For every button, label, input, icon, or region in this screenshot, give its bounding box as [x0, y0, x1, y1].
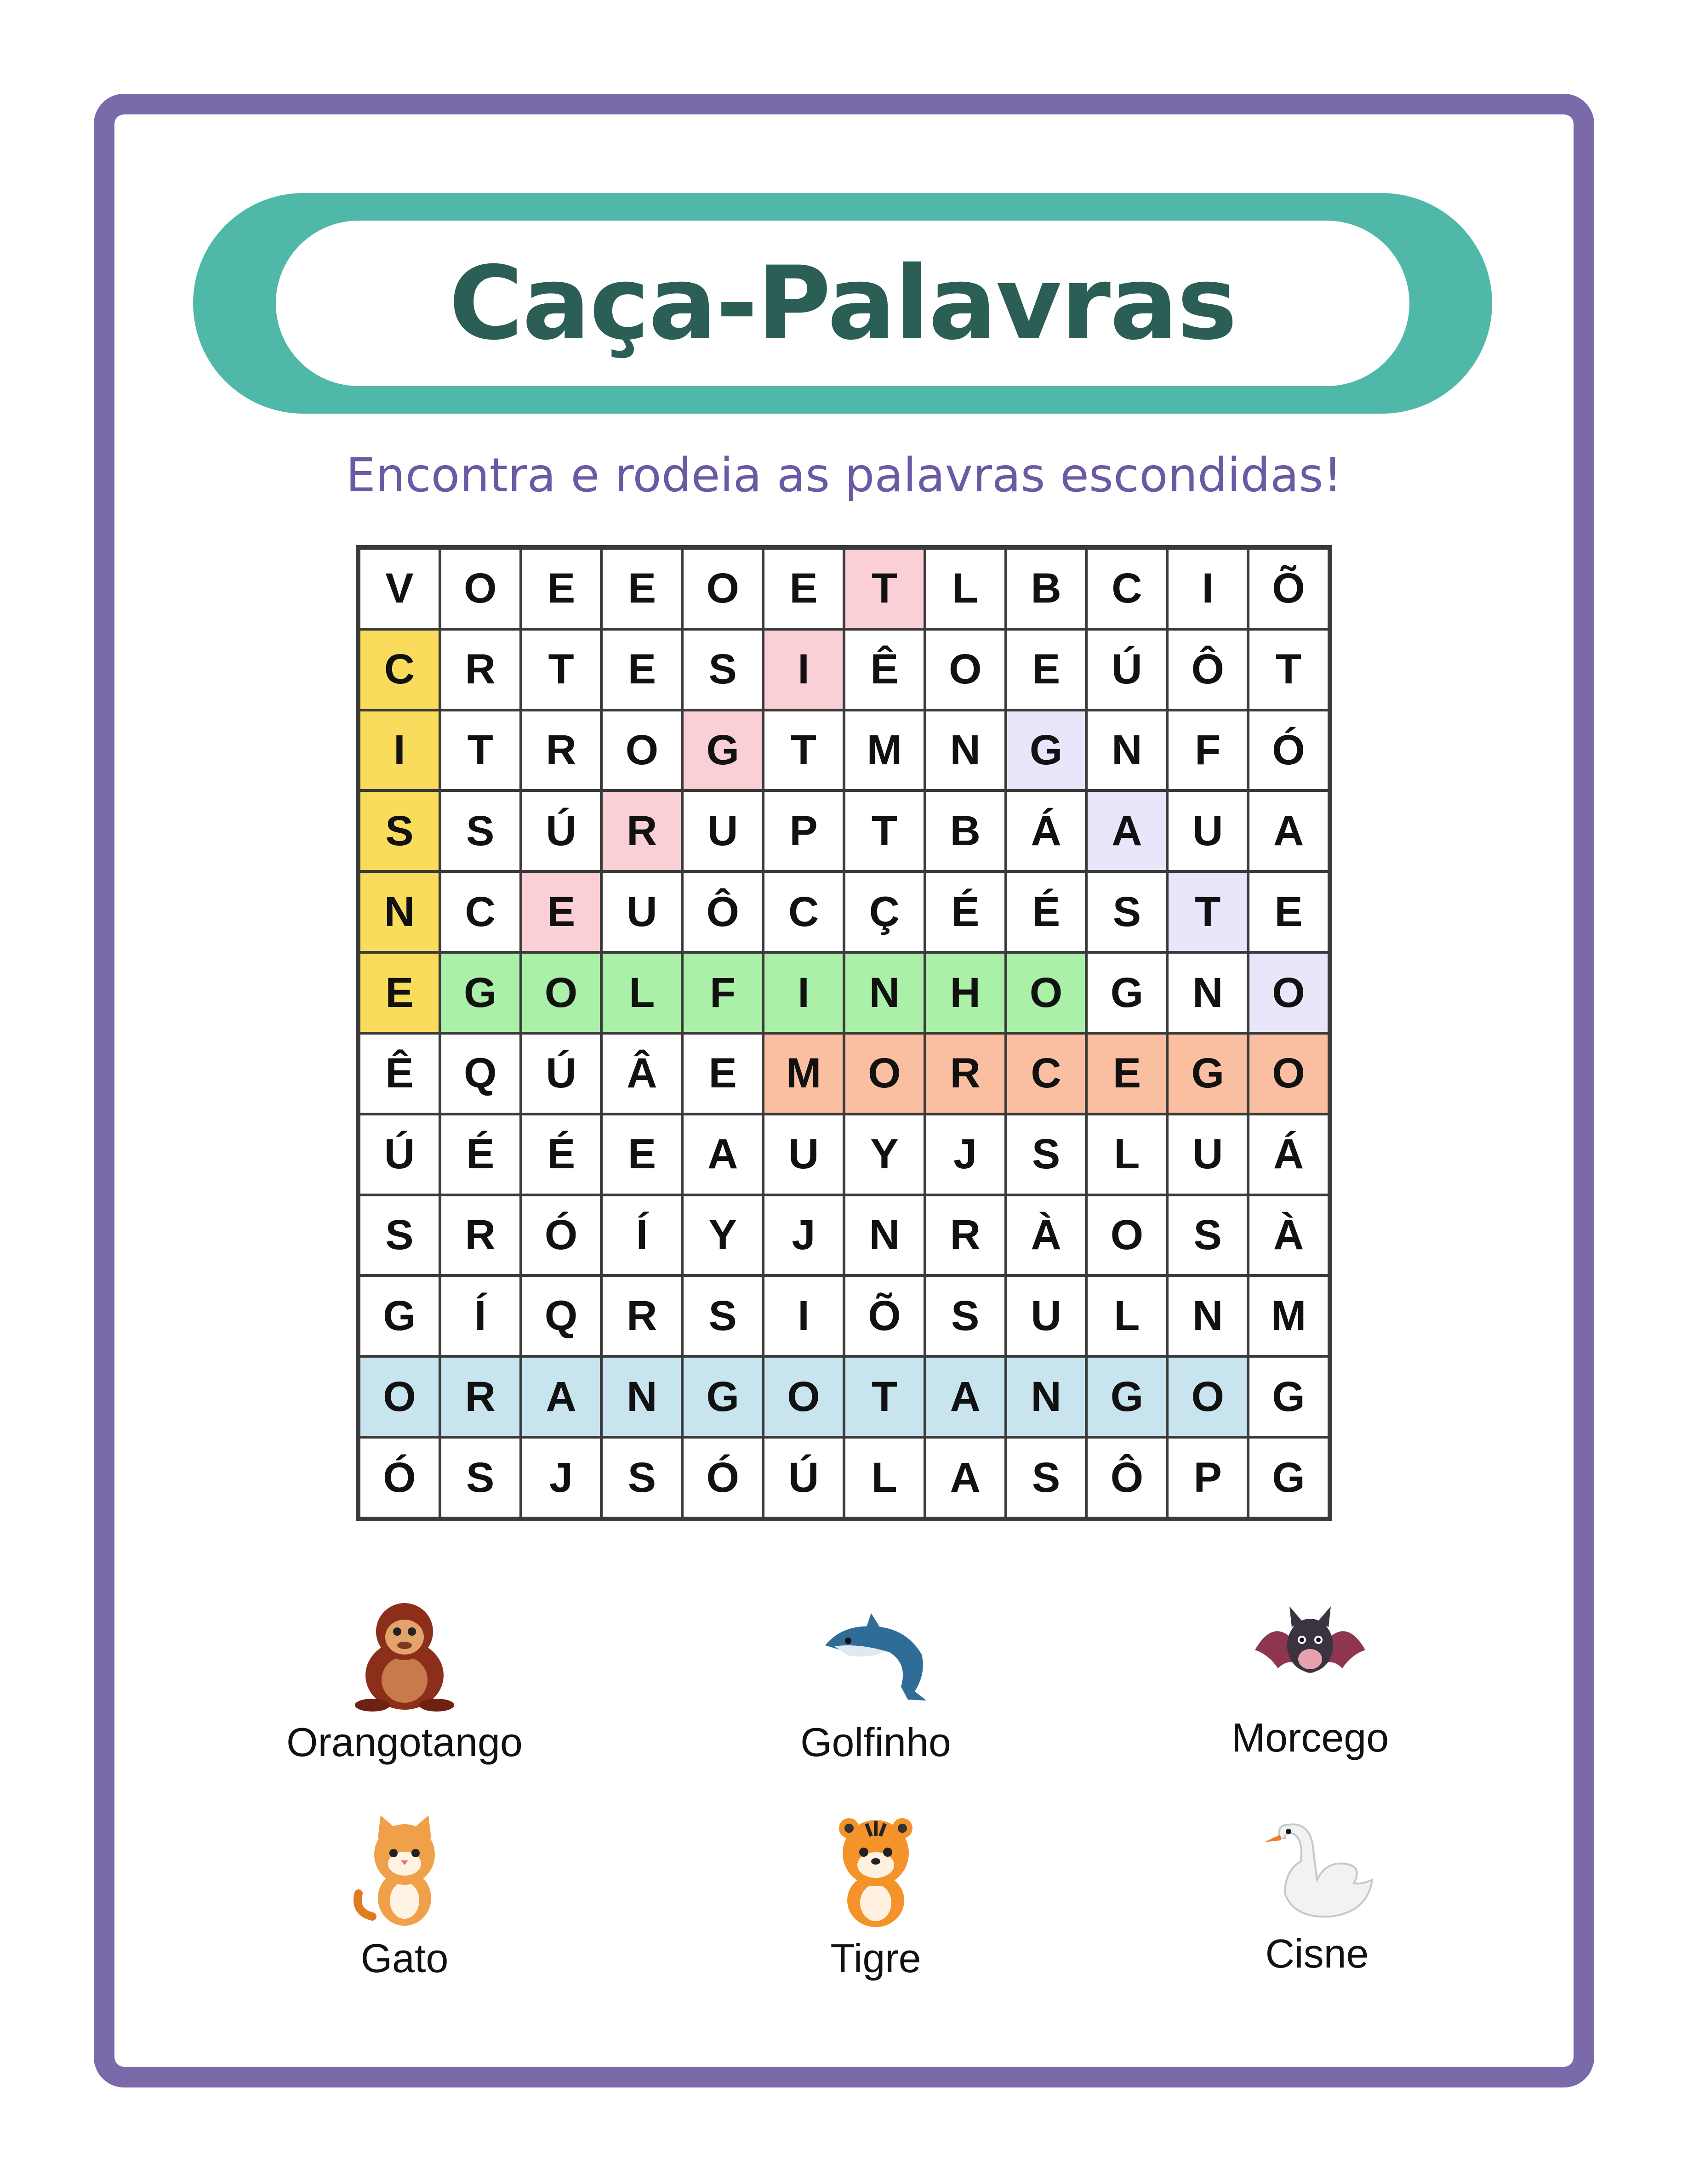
grid-cell[interactable]: Ó	[360, 1439, 439, 1517]
grid-cell[interactable]: G	[1088, 954, 1166, 1032]
grid-cell[interactable]: Ô	[684, 873, 762, 951]
grid-cell[interactable]: I	[1169, 550, 1247, 628]
word-search-grid	[356, 545, 1332, 1521]
grid-cell[interactable]: L	[926, 550, 1004, 628]
grid-cell[interactable]: S	[441, 1439, 519, 1517]
grid-cell[interactable]: S	[926, 1277, 1004, 1355]
grid-cell[interactable]: Ú	[1088, 631, 1166, 709]
grid-cell[interactable]: R	[926, 1196, 1004, 1274]
grid-cell[interactable]: Ú	[360, 1115, 439, 1194]
grid-cell[interactable]: G	[684, 1358, 762, 1436]
grid-cell[interactable]: G	[1007, 711, 1085, 790]
grid-cell[interactable]: T	[845, 792, 924, 870]
grid-cell[interactable]: E	[603, 550, 681, 628]
grid-cell[interactable]: Â	[603, 1035, 681, 1113]
grid-cell[interactable]: Ó	[684, 1439, 762, 1517]
grid-cell[interactable]: E	[1088, 1035, 1166, 1113]
grid-cell[interactable]: Q	[522, 1277, 600, 1355]
grid-cell[interactable]: C	[441, 873, 519, 951]
grid-cell[interactable]: S	[684, 631, 762, 709]
grid-cell[interactable]: C	[360, 631, 439, 709]
grid-cell[interactable]: B	[1007, 550, 1085, 628]
grid-cell[interactable]: G	[360, 1277, 439, 1355]
grid-cell[interactable]: É	[522, 1115, 600, 1194]
grid-cell[interactable]: Ç	[845, 873, 924, 951]
grid-cell[interactable]: Ú	[764, 1439, 843, 1517]
swan-icon	[1257, 1806, 1377, 1926]
grid-cell[interactable]: O	[1249, 1035, 1328, 1113]
grid-cell[interactable]: U	[764, 1115, 843, 1194]
grid-cell[interactable]: N	[845, 954, 924, 1032]
grid-cell[interactable]: F	[1169, 711, 1247, 790]
grid-cell[interactable]: N	[360, 873, 439, 951]
grid-cell[interactable]: R	[441, 1196, 519, 1274]
grid-cell[interactable]: A	[1088, 792, 1166, 870]
grid-cell[interactable]: V	[360, 550, 439, 628]
grid-cell[interactable]: O	[1088, 1196, 1166, 1274]
grid-cell[interactable]: J	[926, 1115, 1004, 1194]
grid-cell[interactable]: O	[1249, 954, 1328, 1032]
grid-cell[interactable]: N	[1169, 1277, 1247, 1355]
grid-cell[interactable]: A	[684, 1115, 762, 1194]
grid-cell[interactable]: E	[522, 550, 600, 628]
grid-cell[interactable]: T	[845, 550, 924, 628]
grid-cell[interactable]: Ú	[522, 792, 600, 870]
grid-cell[interactable]: G	[1249, 1358, 1328, 1436]
grid-cell[interactable]: O	[1169, 1358, 1247, 1436]
grid-cell[interactable]: S	[684, 1277, 762, 1355]
grid-cell[interactable]: T	[1249, 631, 1328, 709]
animal-swan	[1133, 1806, 1501, 1977]
grid-cell[interactable]: S	[1007, 1439, 1085, 1517]
grid-cell[interactable]: E	[603, 1115, 681, 1194]
grid-cell[interactable]: A	[926, 1439, 1004, 1517]
grid-cell[interactable]: Ô	[1088, 1439, 1166, 1517]
grid-cell[interactable]: U	[1169, 1115, 1247, 1194]
bat-icon	[1250, 1590, 1370, 1710]
animal-dolphin	[692, 1595, 1060, 1766]
grid-cell[interactable]: E	[603, 631, 681, 709]
animal-label: Gato	[360, 1935, 449, 1981]
grid-cell[interactable]: J	[522, 1439, 600, 1517]
grid-cell[interactable]: G	[1088, 1358, 1166, 1436]
grid-cell[interactable]: N	[603, 1358, 681, 1436]
grid-cell[interactable]: G	[1249, 1439, 1328, 1517]
grid-cell[interactable]: L	[1088, 1115, 1166, 1194]
animal-label: Orangotango	[286, 1719, 523, 1765]
grid-cell[interactable]: M	[845, 711, 924, 790]
animal-orangutan	[221, 1595, 588, 1766]
grid-cell[interactable]: R	[603, 792, 681, 870]
grid-cell[interactable]: U	[684, 792, 762, 870]
grid-cell[interactable]: Ô	[1169, 631, 1247, 709]
grid-cell[interactable]: B	[926, 792, 1004, 870]
grid-cell[interactable]: R	[926, 1035, 1004, 1113]
grid-cell[interactable]: À	[1249, 1196, 1328, 1274]
grid-cell[interactable]: N	[926, 711, 1004, 790]
tiger-icon	[816, 1811, 935, 1930]
grid-cell[interactable]: O	[603, 711, 681, 790]
grid-cell[interactable]: E	[360, 954, 439, 1032]
grid-cell[interactable]: G	[684, 711, 762, 790]
grid-cell[interactable]: Í	[603, 1196, 681, 1274]
grid-cell[interactable]: Á	[1007, 792, 1085, 870]
grid-cell[interactable]: Õ	[845, 1277, 924, 1355]
grid-cell[interactable]: H	[926, 954, 1004, 1032]
dolphin-icon	[816, 1595, 935, 1714]
grid-cell[interactable]: M	[1249, 1277, 1328, 1355]
grid-cell[interactable]: O	[684, 550, 762, 628]
grid-cell[interactable]: U	[1169, 792, 1247, 870]
grid-cell[interactable]: A	[522, 1358, 600, 1436]
grid-cell[interactable]: O	[441, 550, 519, 628]
grid-cell[interactable]: S	[1007, 1115, 1085, 1194]
orangutan-icon	[345, 1595, 464, 1714]
grid-cell[interactable]: N	[845, 1196, 924, 1274]
grid-cell[interactable]: L	[1088, 1277, 1166, 1355]
grid-cell[interactable]: C	[1007, 1035, 1085, 1113]
grid-cell[interactable]: S	[603, 1439, 681, 1517]
grid-cell[interactable]: N	[1088, 711, 1166, 790]
grid-cell[interactable]: L	[603, 954, 681, 1032]
grid-cell[interactable]: J	[764, 1196, 843, 1274]
grid-cell[interactable]: S	[1088, 873, 1166, 951]
grid-cell[interactable]: Ê	[845, 631, 924, 709]
grid-cell[interactable]: G	[441, 954, 519, 1032]
grid-cell[interactable]: E	[1249, 873, 1328, 951]
grid-cell[interactable]: É	[1007, 873, 1085, 951]
animal-tiger	[692, 1811, 1060, 1982]
grid-cell[interactable]: F	[684, 954, 762, 1032]
title-banner	[193, 193, 1492, 414]
page-title: Caça-Palavras	[449, 245, 1237, 362]
grid-cell[interactable]: R	[441, 1358, 519, 1436]
grid-cell[interactable]: Ê	[360, 1035, 439, 1113]
grid-cell[interactable]: É	[441, 1115, 519, 1194]
animal-cat	[221, 1811, 588, 1982]
grid-cell[interactable]: Y	[845, 1115, 924, 1194]
grid-cell[interactable]: E	[684, 1035, 762, 1113]
grid-cell[interactable]: I	[764, 631, 843, 709]
grid-cell[interactable]: Í	[441, 1277, 519, 1355]
grid-cell[interactable]: R	[522, 711, 600, 790]
grid-cell[interactable]: Ó	[522, 1196, 600, 1274]
grid-cell[interactable]: O	[764, 1358, 843, 1436]
grid-cell[interactable]: Q	[441, 1035, 519, 1113]
grid-cell[interactable]: O	[522, 954, 600, 1032]
grid-cell[interactable]: S	[360, 792, 439, 870]
grid-cell[interactable]: R	[441, 631, 519, 709]
animal-label: Morcego	[1231, 1715, 1389, 1760]
grid-cell[interactable]: U	[603, 873, 681, 951]
grid-cell[interactable]: M	[764, 1035, 843, 1113]
grid-cell[interactable]: Ú	[522, 1035, 600, 1113]
grid-cell[interactable]: E	[1007, 631, 1085, 709]
grid-cell[interactable]: Ó	[1249, 711, 1328, 790]
grid-cell[interactable]: L	[845, 1439, 924, 1517]
grid-cell[interactable]: S	[360, 1196, 439, 1274]
instructions: Encontra e rodeia as palavras escondidas!	[346, 448, 1342, 503]
grid-cell[interactable]: R	[603, 1277, 681, 1355]
title-pill	[276, 221, 1409, 386]
grid-cell[interactable]: I	[360, 711, 439, 790]
grid-cell[interactable]: A	[1249, 792, 1328, 870]
grid-cell[interactable]: T	[441, 711, 519, 790]
grid-cell[interactable]: E	[522, 873, 600, 951]
grid-cell[interactable]: Y	[684, 1196, 762, 1274]
grid-cell[interactable]: E	[764, 550, 843, 628]
grid-cell[interactable]: N	[1007, 1358, 1085, 1436]
grid-cell[interactable]: I	[764, 1277, 843, 1355]
cat-icon	[345, 1811, 464, 1930]
grid-cell[interactable]: T	[764, 711, 843, 790]
grid-cell[interactable]: O	[845, 1035, 924, 1113]
grid-cell[interactable]: S	[441, 792, 519, 870]
grid-cell[interactable]: T	[1169, 873, 1247, 951]
grid-cell[interactable]: C	[764, 873, 843, 951]
animal-bat	[1126, 1590, 1494, 1761]
grid-cell[interactable]: G	[1169, 1035, 1247, 1113]
grid-cell[interactable]: O	[1007, 954, 1085, 1032]
animal-label: Tigre	[830, 1935, 921, 1981]
grid-cell[interactable]: P	[1169, 1439, 1247, 1517]
grid-cell[interactable]: É	[926, 873, 1004, 951]
grid-cell[interactable]: N	[1169, 954, 1247, 1032]
grid-cell[interactable]: Á	[1249, 1115, 1328, 1194]
grid-cell[interactable]: O	[926, 631, 1004, 709]
grid-cell[interactable]: S	[1169, 1196, 1247, 1274]
animal-label: Golfinho	[800, 1719, 951, 1765]
grid-cell[interactable]: A	[926, 1358, 1004, 1436]
grid-cell[interactable]: Õ	[1249, 550, 1328, 628]
grid-cell[interactable]: I	[764, 954, 843, 1032]
grid-cell[interactable]: P	[764, 792, 843, 870]
grid-cell[interactable]: À	[1007, 1196, 1085, 1274]
grid-cell[interactable]: T	[522, 631, 600, 709]
grid-cell[interactable]: C	[1088, 550, 1166, 628]
grid-cell[interactable]: T	[845, 1358, 924, 1436]
animal-label: Cisne	[1265, 1931, 1369, 1976]
grid-cell[interactable]: O	[360, 1358, 439, 1436]
grid-cell[interactable]: U	[1007, 1277, 1085, 1355]
